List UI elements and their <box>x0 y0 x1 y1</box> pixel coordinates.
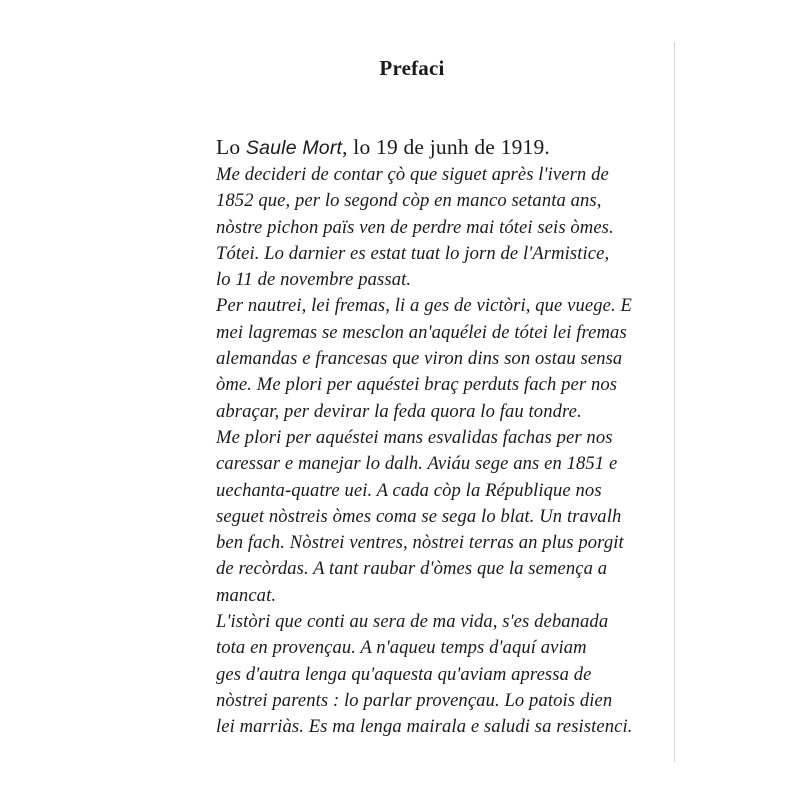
heading-work-title: Saule Mort <box>245 137 343 159</box>
text-line: nòstre pichon païs ven de perdre mai tótei seis òmes. <box>216 216 614 238</box>
text-line: Tótei. Lo darnier es estat tuat lo jorn de l'Armistice, <box>216 242 610 264</box>
page-edge-divider <box>674 42 675 762</box>
text-line: mei lagremas se mesclon an'aquélei de tótei lei fremas <box>216 321 627 343</box>
page-title: Prefaci <box>379 56 445 80</box>
text-line: Me decideri de contar çò que siguet après l'ivern de <box>216 164 609 185</box>
text-line: òme. Me plori per aquéstei braç perduts fach per nos <box>216 374 618 396</box>
text-line: abraçar, per devirar la feda quora lo fau tondre. <box>216 400 582 422</box>
dateline-heading <box>216 135 550 160</box>
text-line: de recòrdas. A tant raubar d'òmes que la semença a <box>216 558 608 580</box>
text-line: caressar e manejar lo dalh. Aviáu sege ans en 1851 e <box>216 453 618 475</box>
text-line: ben fach. Nòstrei ventres, nòstrei terras an plus porgit <box>216 532 624 554</box>
text-line: seguet nòstreis òmes coma se sega lo blat. Un travalh <box>216 505 622 527</box>
text-line: lo 11 de novembre passat. <box>216 269 412 291</box>
text-line: ges d'autra lenga qu'aquesta qu'aviam apressa de <box>216 663 592 685</box>
text-line: tota en provençau. A n'aqueu temps d'aquí aviam <box>216 637 587 659</box>
text-line: uechanta-quatre uei. A cada còp la République nos <box>216 479 602 501</box>
text-line: mancat. <box>216 584 277 606</box>
heading-prefix: Lo <box>216 135 246 159</box>
text-line: lei marriàs. Es ma lenga mairala e saludi sa resistenci. <box>216 716 633 738</box>
text-line: alemandas e francesas que viron dins son ostau sensa <box>216 348 623 370</box>
text-line: L'istòri que conti au sera de ma vida, s'es debanada <box>216 611 609 633</box>
text-line: 1852 que, per lo segond còp en manco setanta ans, <box>216 190 602 212</box>
heading-suffix: , lo 19 de junh de 1919. <box>342 135 550 159</box>
preface-body <box>216 162 633 741</box>
text-line: nòstrei parents : lo parlar provençau. Lo patois dien <box>216 689 613 711</box>
text-line: Per nautrei, lei fremas, li a ges de victòri, que vuege. E <box>216 295 632 317</box>
text-line: Me plori per aquéstei mans esvalidas fachas per nos <box>216 426 613 448</box>
